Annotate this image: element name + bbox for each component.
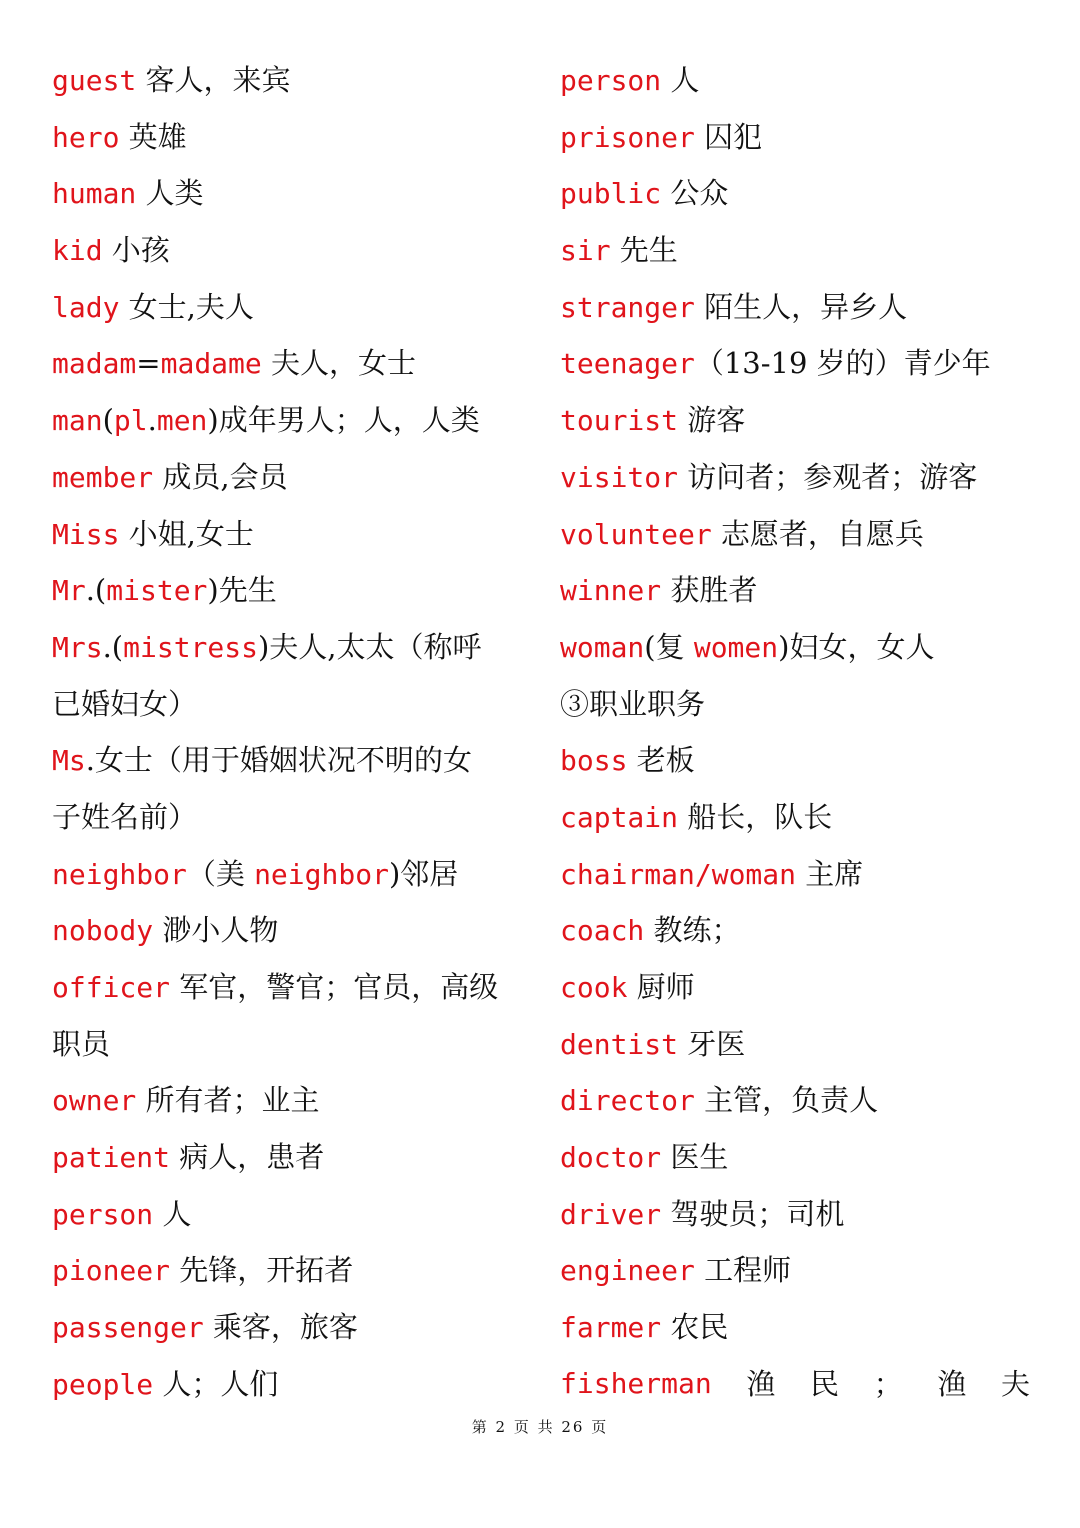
chinese-meaning: 小姐,女士 — [119, 516, 254, 551]
vocab-line — [52, 506, 522, 563]
chinese-meaning: 渔 — [746, 1366, 776, 1401]
chinese-meaning: (复 — [644, 629, 694, 664]
chinese-meaning: 先锋，开拓者 — [170, 1253, 354, 1288]
english-word: lady — [52, 290, 120, 324]
vocab-line — [560, 1299, 1030, 1356]
chinese-meaning: 民 — [810, 1366, 840, 1401]
vocab-line — [560, 1186, 1030, 1243]
chinese-meaning: ( — [102, 403, 114, 438]
chinese-meaning: 军官，警官；官员，高级 — [170, 970, 499, 1004]
english-word: woman — [560, 630, 645, 664]
english-word: coach — [560, 914, 645, 948]
english-word: member — [52, 460, 154, 494]
vocab-line — [52, 222, 522, 279]
english-word: Mr — [52, 574, 86, 608]
english-word: passenger — [52, 1311, 204, 1345]
english-word: patient — [52, 1141, 171, 1175]
english-word: pl — [113, 404, 148, 438]
english-word: volunteer — [560, 517, 712, 551]
chinese-meaning: .( — [102, 629, 124, 664]
chinese-meaning: = — [136, 346, 161, 381]
chinese-meaning: 所有者；业主 — [136, 1083, 320, 1118]
vocab-line — [560, 449, 1030, 506]
chinese-meaning: 英雄 — [119, 119, 187, 154]
english-word: people — [52, 1367, 154, 1401]
chinese-meaning: )邻居 — [388, 856, 459, 891]
vocab-line — [52, 1129, 522, 1186]
english-word: cook — [560, 971, 628, 1004]
english-word: boss — [560, 744, 628, 778]
chinese-meaning: 渔 — [937, 1366, 967, 1401]
chinese-meaning: 客人，来宾 — [136, 63, 291, 97]
chinese-meaning: 游客 — [678, 403, 746, 438]
vocab-line — [560, 959, 1030, 1016]
chinese-meaning: 小孩 — [102, 233, 170, 268]
english-word: mistress — [123, 630, 258, 664]
vocab-line — [52, 732, 522, 789]
vocab-line — [560, 1016, 1030, 1073]
english-word: Ms — [52, 744, 86, 778]
chinese-meaning: 人；人们 — [153, 1366, 279, 1401]
vocab-line — [52, 449, 522, 506]
chinese-meaning: 囚犯 — [694, 119, 763, 154]
english-word: hero — [52, 120, 120, 154]
chinese-meaning: 厨师 — [627, 970, 695, 1004]
english-word: guest — [52, 64, 137, 97]
vocab-line — [560, 222, 1030, 279]
vocab-line — [52, 165, 522, 222]
chinese-meaning: 教练； — [644, 913, 741, 948]
english-word: teenager — [560, 347, 695, 381]
vocab-line — [560, 1356, 1030, 1413]
chinese-meaning: 乘客，旅客 — [203, 1310, 358, 1345]
vocab-line — [560, 392, 1030, 449]
chinese-meaning: 老板 — [627, 743, 695, 778]
chinese-meaning: 病人，患者 — [170, 1140, 325, 1175]
vocab-line — [560, 279, 1030, 336]
chinese-meaning: 子姓名前） — [52, 799, 198, 834]
vocab-line — [52, 562, 522, 619]
vocab-line — [560, 1242, 1030, 1299]
page-footer: 第 2 页 共 26 页 — [471, 1418, 609, 1436]
chinese-meaning: 医生 — [661, 1140, 729, 1175]
chinese-meaning: 女士,夫人 — [119, 289, 254, 324]
vocab-line — [52, 1242, 522, 1299]
english-word: human — [52, 177, 137, 211]
vocab-line — [560, 1129, 1030, 1186]
english-word: public — [560, 177, 662, 211]
english-word: winner — [560, 574, 662, 608]
english-word: men — [156, 404, 208, 438]
vocab-line — [560, 109, 1030, 166]
vocab-line — [52, 1299, 522, 1356]
left-vocabulary-column — [52, 52, 522, 1413]
chinese-meaning: 工程师 — [694, 1253, 792, 1288]
vocab-line — [52, 335, 522, 392]
english-word: madame — [160, 347, 262, 381]
chinese-meaning: )妇女，女人 — [778, 629, 935, 664]
english-word: farmer — [560, 1311, 662, 1345]
vocab-line — [52, 676, 522, 733]
chinese-meaning: )先生 — [207, 573, 277, 608]
chinese-meaning: 人类 — [136, 176, 204, 211]
chinese-meaning: 职员 — [52, 1026, 111, 1061]
english-word: captain — [560, 800, 679, 834]
vocab-line — [560, 506, 1030, 563]
vocab-line — [52, 902, 522, 959]
english-word: sir — [560, 234, 611, 268]
chinese-meaning: 已婚妇女） — [52, 686, 198, 721]
english-word: tourist — [560, 404, 679, 438]
chinese-meaning: 船长，队长 — [678, 799, 833, 834]
english-word: neighbor — [254, 857, 389, 891]
chinese-meaning: 获胜者 — [661, 573, 758, 608]
chinese-meaning: 人 — [153, 1196, 192, 1231]
english-word: Mrs — [52, 630, 103, 664]
english-word: man — [52, 404, 103, 438]
english-word: nobody — [52, 914, 154, 948]
chinese-meaning: .( — [85, 573, 107, 608]
chinese-meaning: 访问者；参观者；游客 — [678, 459, 978, 494]
english-word: engineer — [560, 1254, 695, 1288]
english-word: pioneer — [52, 1254, 171, 1288]
chinese-meaning: ； — [873, 1366, 903, 1401]
vocab-line — [560, 335, 1030, 392]
chinese-meaning: ③职业职务 — [560, 686, 706, 721]
chinese-meaning: 志愿者，自愿兵 — [711, 516, 924, 551]
english-word: mister — [106, 574, 208, 608]
english-word: women — [693, 630, 779, 664]
english-word: director — [560, 1084, 695, 1118]
english-word: person — [52, 1197, 154, 1231]
chinese-meaning: 公众 — [661, 176, 729, 211]
english-word: stranger — [560, 290, 695, 324]
chinese-meaning: )成年男人；人，人类 — [207, 403, 480, 438]
right-vocabulary-column — [560, 52, 1030, 1413]
vocab-line — [560, 676, 1030, 733]
chinese-meaning: 夫 — [1000, 1366, 1030, 1401]
english-word: fisherman — [560, 1366, 712, 1400]
english-word: madam — [52, 347, 137, 381]
vocab-line — [560, 562, 1030, 619]
chinese-meaning: 主席 — [796, 856, 864, 891]
chinese-meaning: )夫人,太太（称呼 — [257, 629, 482, 664]
english-word: owner — [52, 1084, 137, 1118]
vocab-line — [560, 846, 1030, 903]
vocab-line — [52, 789, 522, 846]
vocab-line — [560, 1072, 1030, 1129]
chinese-meaning: 主管，负责人 — [694, 1083, 879, 1118]
chinese-meaning: . — [147, 403, 157, 438]
english-word: person — [560, 64, 662, 97]
english-word: Miss — [52, 517, 120, 551]
vocab-line — [52, 279, 522, 336]
vocab-line — [52, 619, 522, 676]
vocab-line — [560, 732, 1030, 789]
vocab-line — [52, 1186, 522, 1243]
vocab-line — [52, 52, 522, 109]
english-word: kid — [52, 234, 103, 268]
vocab-line — [560, 165, 1030, 222]
chinese-meaning: 先生 — [610, 233, 678, 268]
vocab-line — [52, 109, 522, 166]
english-word: driver — [560, 1197, 662, 1231]
vocab-line — [52, 846, 522, 903]
vocab-line — [52, 959, 522, 1016]
chinese-meaning: 驾驶员；司机 — [661, 1196, 845, 1231]
vocab-line — [52, 1356, 522, 1413]
vocab-line — [52, 1016, 522, 1073]
english-word: dentist — [560, 1027, 679, 1061]
vocab-line — [52, 392, 522, 449]
chinese-meaning: 牙医 — [678, 1026, 746, 1061]
english-word: visitor — [560, 460, 679, 494]
vocab-line — [560, 52, 1030, 109]
english-word: prisoner — [560, 120, 695, 154]
chinese-meaning: 人 — [661, 63, 700, 97]
english-word: officer — [52, 971, 171, 1004]
vocab-line — [560, 789, 1030, 846]
english-word: chairman/woman — [560, 857, 797, 891]
vocab-line — [560, 902, 1030, 959]
vocab-line — [52, 1072, 522, 1129]
chinese-meaning: 陌生人，异乡人 — [694, 289, 908, 324]
chinese-meaning: 农民 — [661, 1310, 729, 1345]
english-word: doctor — [560, 1141, 662, 1175]
chinese-meaning: 渺小人物 — [153, 913, 279, 948]
chinese-meaning: （美 — [186, 856, 255, 891]
chinese-meaning: （13-19 岁的）青少年 — [694, 346, 991, 381]
chinese-meaning: 夫人，女士 — [261, 346, 416, 381]
chinese-meaning: .女士（用于婚姻状况不明的女 — [85, 743, 472, 778]
vocab-line — [560, 619, 1030, 676]
chinese-meaning: 成员,会员 — [153, 459, 288, 494]
english-word: neighbor — [52, 857, 187, 891]
